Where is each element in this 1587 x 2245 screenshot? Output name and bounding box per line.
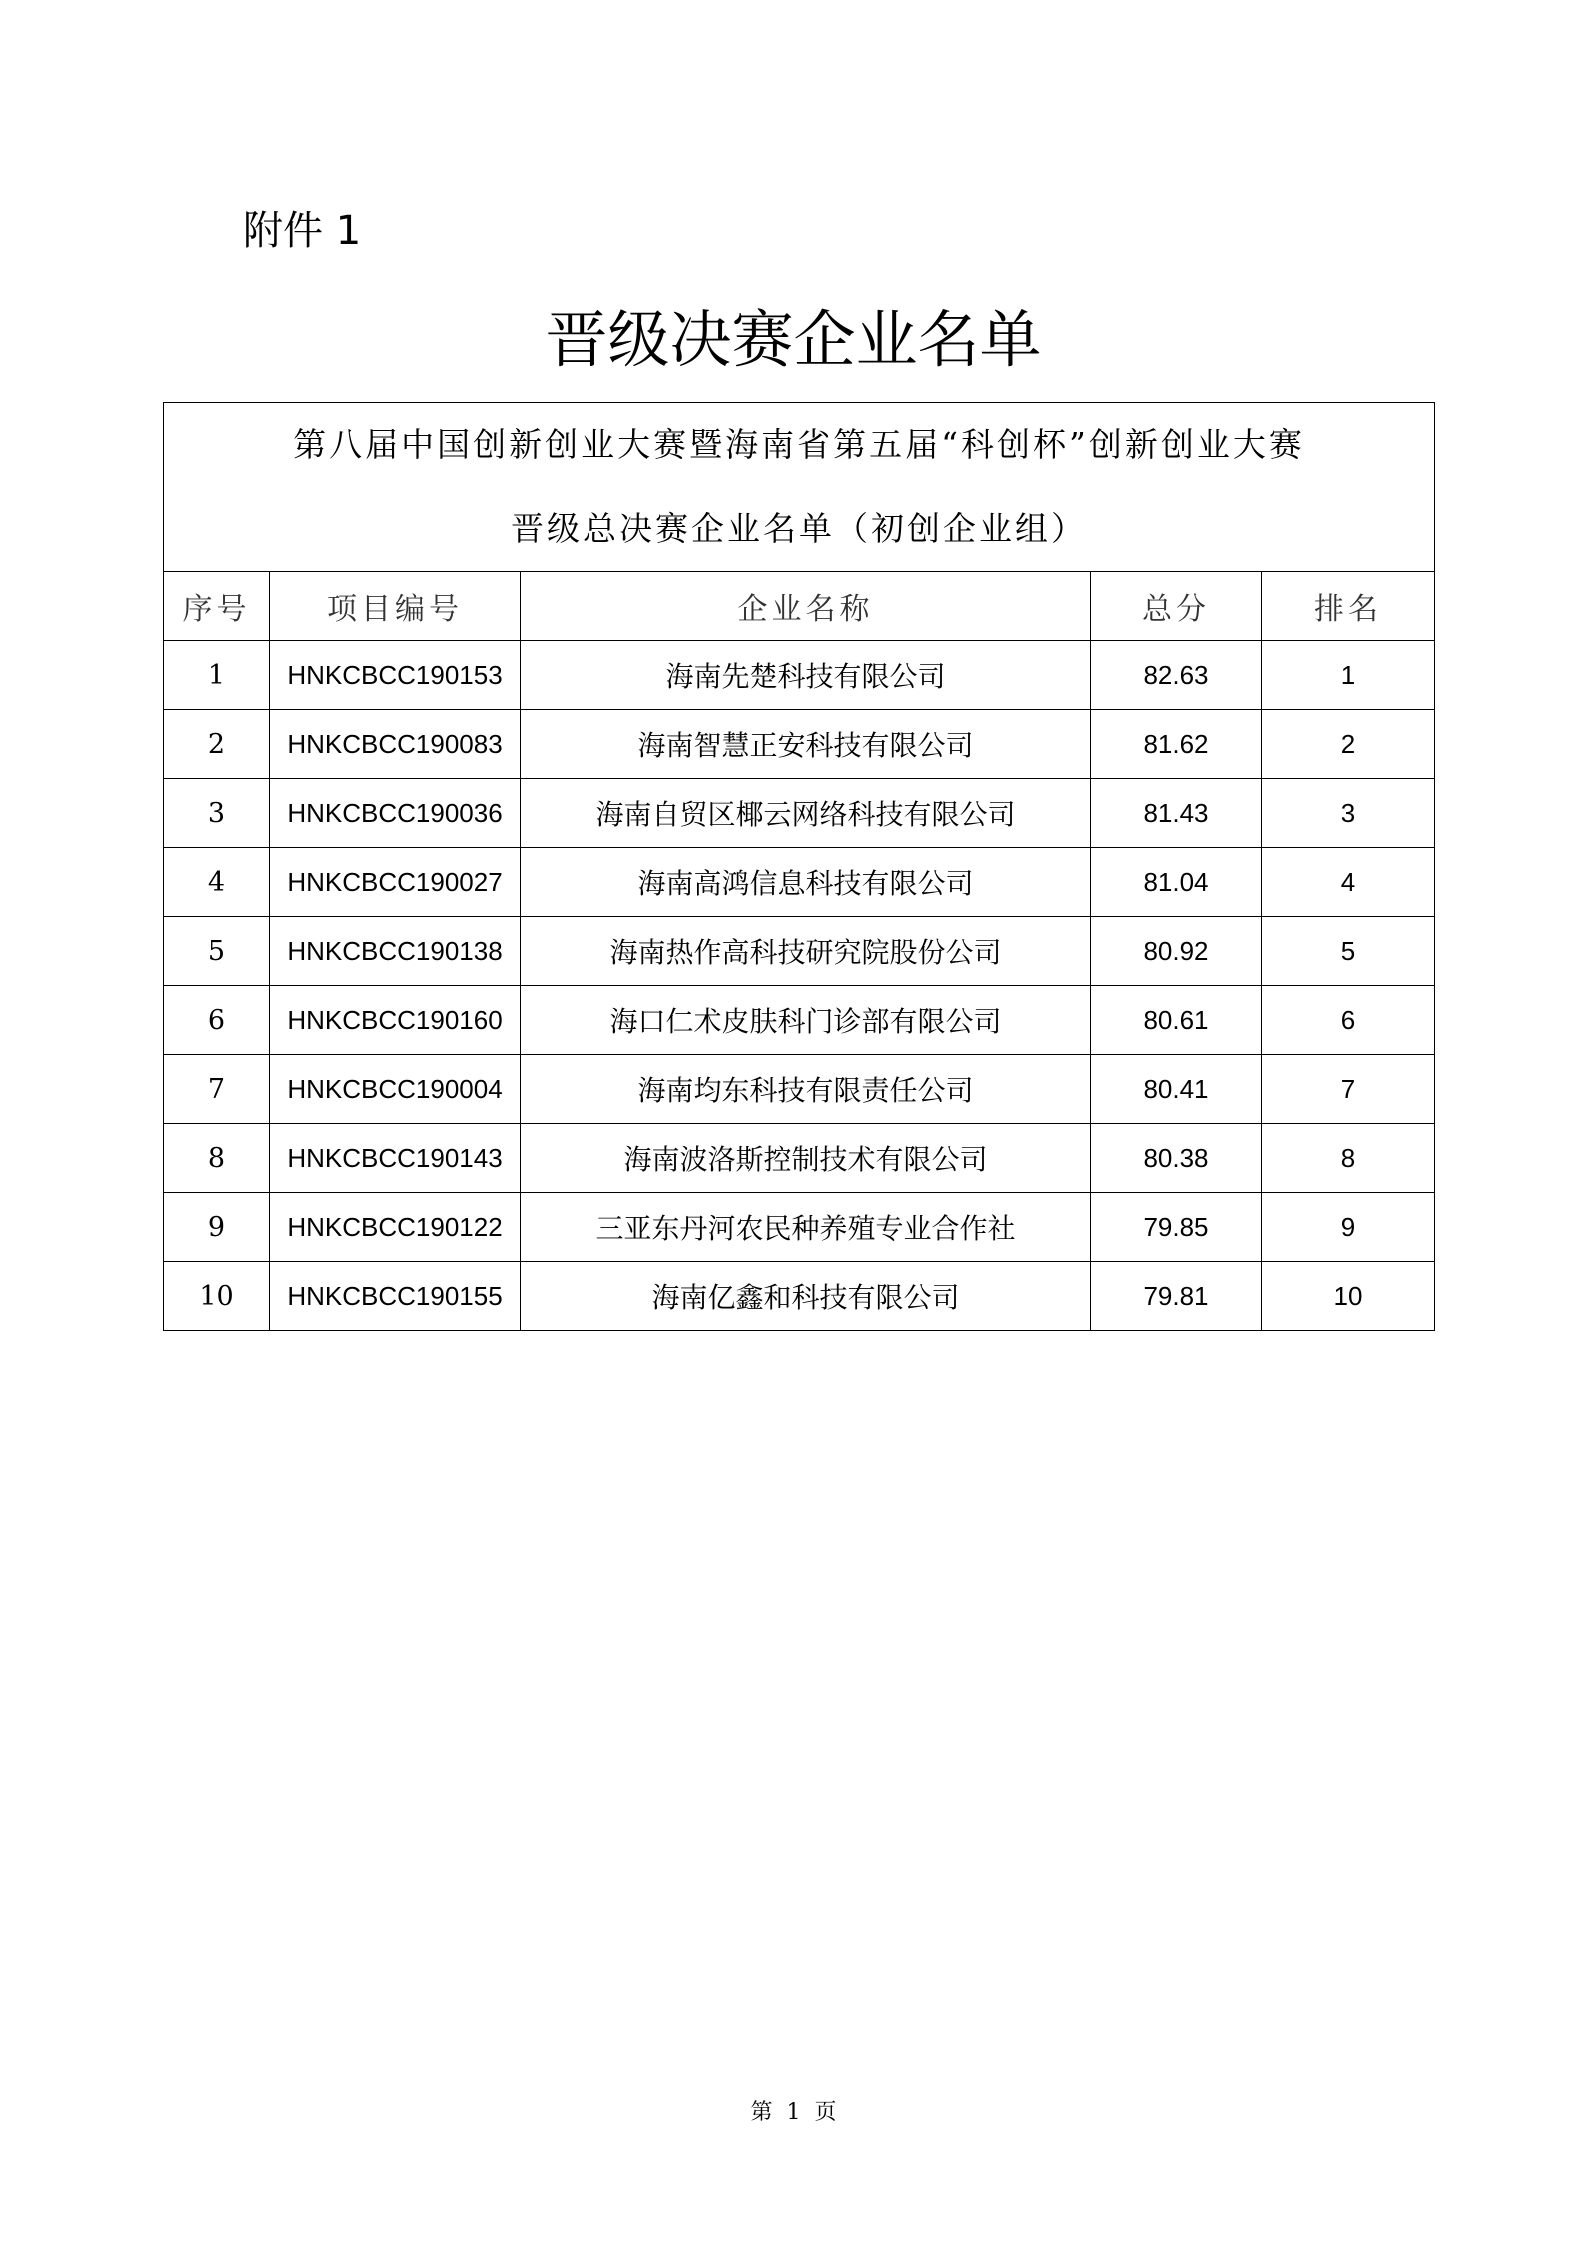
cell-company-name: 海口仁术皮肤科门诊部有限公司 — [521, 986, 1091, 1055]
cell-company-name: 海南热作高科技研究院股份公司 — [521, 917, 1091, 986]
cell-company-name: 三亚东丹河农民种养殖专业合作社 — [521, 1193, 1091, 1262]
table-row — [164, 1124, 1435, 1193]
table-caption-line-2: 晋级总决赛企业名单（初创企业组） — [511, 509, 1087, 548]
table-row — [164, 1193, 1435, 1262]
cell-company-name: 海南亿鑫和科技有限公司 — [521, 1262, 1091, 1331]
page-number: 第 1 页 — [750, 2100, 837, 2125]
cell-seq: 3 — [164, 779, 270, 848]
cell-total-score: 81.04 — [1091, 848, 1262, 917]
cell-total-score: 81.43 — [1091, 779, 1262, 848]
cell-seq: 1 — [164, 641, 270, 710]
table-row — [164, 779, 1435, 848]
cell-seq: 4 — [164, 848, 270, 917]
cell-rank: 8 — [1262, 1124, 1435, 1193]
cell-seq: 8 — [164, 1124, 270, 1193]
document-title: 晋级决赛企业名单 — [545, 303, 1042, 376]
table-row — [164, 710, 1435, 779]
cell-rank: 4 — [1262, 848, 1435, 917]
cell-company-name: 海南波洛斯控制技术有限公司 — [521, 1124, 1091, 1193]
cell-total-score: 79.81 — [1091, 1262, 1262, 1331]
table-caption — [164, 403, 1435, 572]
finalist-table-body — [164, 403, 1435, 1331]
cell-project-code: HNKCBCC190143 — [270, 1124, 521, 1193]
table-caption-line-1: 第八届中国创新创业大赛暨海南省第五届“科创杯”创新创业大赛 — [293, 425, 1305, 464]
cell-project-code: HNKCBCC190138 — [270, 917, 521, 986]
cell-rank: 5 — [1262, 917, 1435, 986]
cell-seq: 7 — [164, 1055, 270, 1124]
cell-total-score: 82.63 — [1091, 641, 1262, 710]
cell-company-name: 海南自贸区椰云网络科技有限公司 — [521, 779, 1091, 848]
cell-total-score: 81.62 — [1091, 710, 1262, 779]
cell-project-code: HNKCBCC190160 — [270, 986, 521, 1055]
cell-project-code: HNKCBCC190027 — [270, 848, 521, 917]
cell-seq: 5 — [164, 917, 270, 986]
cell-company-name: 海南均东科技有限责任公司 — [521, 1055, 1091, 1124]
cell-project-code: HNKCBCC190004 — [270, 1055, 521, 1124]
cell-company-name: 海南高鸿信息科技有限公司 — [521, 848, 1091, 917]
cell-rank: 9 — [1262, 1193, 1435, 1262]
header-score: 总分 — [1091, 572, 1262, 641]
cell-seq: 6 — [164, 986, 270, 1055]
cell-seq: 10 — [164, 1262, 270, 1331]
cell-total-score: 80.92 — [1091, 917, 1262, 986]
cell-company-name: 海南先楚科技有限公司 — [521, 641, 1091, 710]
cell-project-code: HNKCBCC190083 — [270, 710, 521, 779]
header-rank: 排名 — [1262, 572, 1435, 641]
cell-project-code: HNKCBCC190153 — [270, 641, 521, 710]
table-row — [164, 1262, 1435, 1331]
table-row — [164, 641, 1435, 710]
cell-seq: 2 — [164, 710, 270, 779]
header-seq: 序号 — [164, 572, 270, 641]
header-code: 项目编号 — [270, 572, 521, 641]
cell-total-score: 79.85 — [1091, 1193, 1262, 1262]
cell-rank: 10 — [1262, 1262, 1435, 1331]
cell-project-code: HNKCBCC190155 — [270, 1262, 521, 1331]
table-row — [164, 986, 1435, 1055]
cell-rank: 1 — [1262, 641, 1435, 710]
table-header-row — [164, 572, 1435, 641]
finalist-table — [163, 402, 1435, 1331]
cell-rank: 6 — [1262, 986, 1435, 1055]
table-row — [164, 1055, 1435, 1124]
cell-project-code: HNKCBCC190122 — [270, 1193, 521, 1262]
header-name: 企业名称 — [521, 572, 1091, 641]
cell-rank: 3 — [1262, 779, 1435, 848]
table-row — [164, 848, 1435, 917]
cell-total-score: 80.38 — [1091, 1124, 1262, 1193]
table-caption-row — [164, 403, 1435, 572]
attachment-label: 附件 1 — [243, 208, 362, 254]
table-row — [164, 917, 1435, 986]
cell-project-code: HNKCBCC190036 — [270, 779, 521, 848]
cell-company-name: 海南智慧正安科技有限公司 — [521, 710, 1091, 779]
cell-rank: 7 — [1262, 1055, 1435, 1124]
cell-total-score: 80.61 — [1091, 986, 1262, 1055]
cell-seq: 9 — [164, 1193, 270, 1262]
cell-total-score: 80.41 — [1091, 1055, 1262, 1124]
cell-rank: 2 — [1262, 710, 1435, 779]
